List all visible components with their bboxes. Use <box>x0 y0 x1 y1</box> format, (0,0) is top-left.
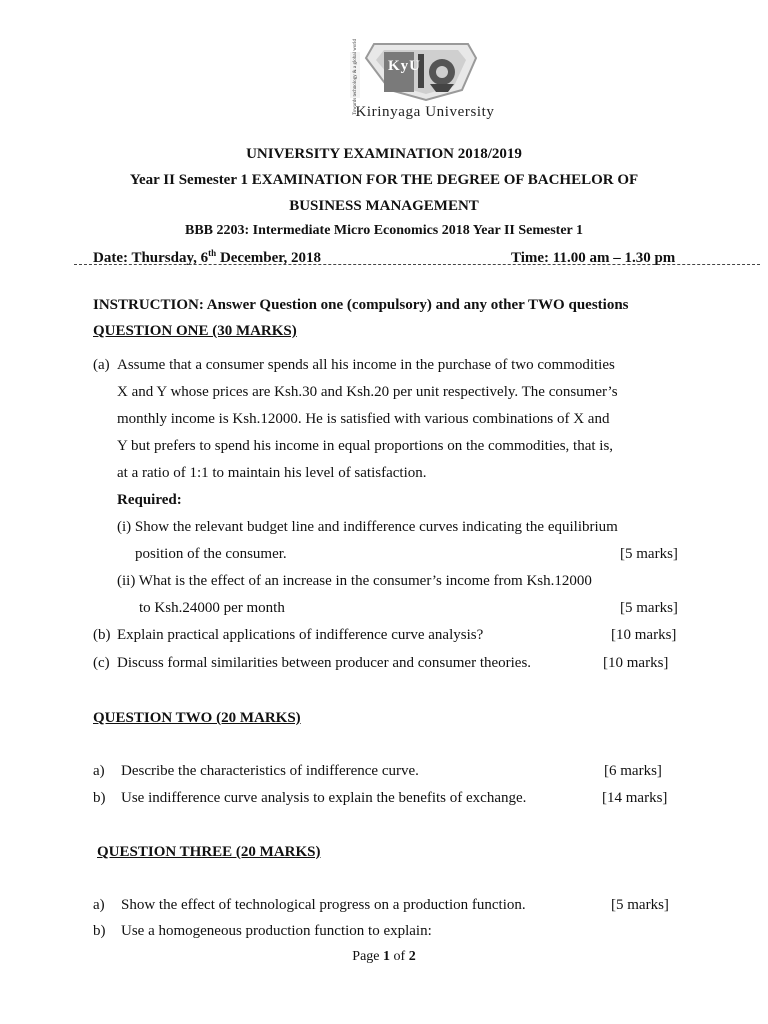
q2-a-label: a) <box>93 763 105 779</box>
q1-b-label: (b) <box>93 627 111 643</box>
q1-a-line-4: Y but prefers to spend his income in equal proportions on the commodities, that is, <box>117 438 614 454</box>
page-number <box>0 948 768 966</box>
q1-a-ii-marks: [5 marks] <box>620 600 678 616</box>
q1-a-i-line-2: position of the consumer. <box>135 546 287 562</box>
page-total: 2 <box>408 949 416 964</box>
date-ordinal: th <box>208 248 217 258</box>
q1-a-ii-line-1: (ii) What is the effect of an increase in the consumer’s income from Ksh.12000 <box>117 573 592 589</box>
question-two-heading: QUESTION TWO (20 MARKS) <box>93 710 301 726</box>
page-current: 1 <box>383 949 391 964</box>
q1-a-line-2: X and Y whose prices are Ksh.30 and Ksh.20 per unit respectively. The consumer’s <box>117 384 618 400</box>
university-crest-icon <box>344 40 508 106</box>
q1-a-ii-line-2: to Ksh.24000 per month <box>139 600 285 616</box>
course-line: BBB 2203: Intermediate Micro Economics 2018 Year II Semester 1 <box>184 223 584 238</box>
q1-c-text: Discuss formal similarities between producer and consumer theories. <box>117 655 532 671</box>
question-one-heading: QUESTION ONE (30 MARKS) <box>93 323 297 339</box>
instruction: INSTRUCTION: Answer Question one (compulsory) and any other TWO questions <box>93 297 629 313</box>
q1-a-line-1: Assume that a consumer spends all his income in the purchase of two commodities <box>117 357 615 373</box>
date-suffix: December, 2018 <box>216 250 322 266</box>
q2-a-text: Describe the characteristics of indifference curve. <box>121 763 419 779</box>
degree-line-1: Year II Semester 1 EXAMINATION FOR THE DEGREE OF BACHELOR OF <box>129 172 639 188</box>
exam-title: UNIVERSITY EXAMINATION 2018/2019 <box>246 146 522 162</box>
q3-b-label: b) <box>93 923 106 939</box>
q2-a-marks: [6 marks] <box>604 763 662 779</box>
page-word: Page <box>352 949 384 964</box>
q3-b-text: Use a homogeneous production function to explain: <box>121 923 432 939</box>
q1-a-i-marks: [5 marks] <box>620 546 678 562</box>
logo-motto: Towards technology & a global world <box>352 39 358 115</box>
q2-b-marks: [14 marks] <box>602 790 668 806</box>
question-three-heading: QUESTION THREE (20 MARKS) <box>97 844 321 860</box>
q1-a-line-3: monthly income is Ksh.12000. He is satisfied with various combinations of X and <box>117 411 610 427</box>
exam-time: Time: 11.00 am – 1.30 pm <box>511 250 676 266</box>
university-logo <box>336 40 514 124</box>
q3-a-text: Show the effect of technological progress on a production function. <box>121 897 526 913</box>
university-name: Kirinyaga University <box>355 104 495 120</box>
q1-a-label: (a) <box>93 357 110 373</box>
q2-b-label: b) <box>93 790 106 806</box>
q1-b-marks: [10 marks] <box>611 627 677 643</box>
degree-line-2: BUSINESS MANAGEMENT <box>289 198 479 214</box>
header-divider <box>74 264 760 265</box>
q2-b-text: Use indifference curve analysis to explain the benefits of exchange. <box>121 790 527 806</box>
q3-a-marks: [5 marks] <box>611 897 669 913</box>
of-word: of <box>390 949 409 964</box>
q1-a-line-5: at a ratio of 1:1 to maintain his level of satisfaction. <box>117 465 427 481</box>
q1-a-i-line-1: (i) Show the relevant budget line and indifference curves indicating the equilibrium <box>117 519 618 535</box>
date-prefix: Date: Thursday, 6 <box>93 250 209 266</box>
q1-b-text: Explain practical applications of indifference curve analysis? <box>117 627 484 643</box>
q1-c-label: (c) <box>93 655 110 671</box>
q1-c-marks: [10 marks] <box>603 655 669 671</box>
q3-a-label: a) <box>93 897 105 913</box>
emblem-letters: KyU <box>388 58 421 74</box>
required-label: Required: <box>117 492 182 508</box>
